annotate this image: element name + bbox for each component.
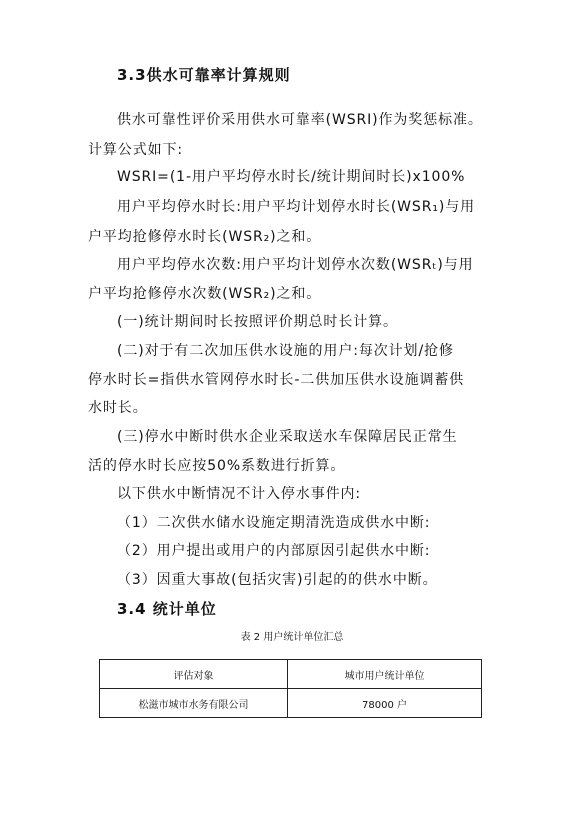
user-unit-table	[99, 659, 482, 718]
list-item: （1）二次供水储水设施定期清洗造成供水中断:	[117, 515, 431, 531]
paragraph-line: 以下供水中断情况不计入停水事件内:	[117, 486, 362, 502]
table-cell: 松滋市城市水务有限公司	[100, 689, 288, 718]
table-caption: 表 2 用户统计单位汇总	[240, 632, 344, 643]
paragraph-line: 水时长。	[88, 400, 148, 416]
section-heading-3-4: 3.4 统计单位	[117, 600, 217, 618]
paragraph-line: 用户平均停水次数:用户平均计划停水次数(WSRₜ)与用	[117, 257, 474, 273]
list-item: （2）用户提出或用户的内部原因引起供水中断:	[117, 543, 431, 559]
paragraph-line: 户平均抢修停水时长(WSR₂)之和。	[88, 229, 322, 245]
table-header-cell: 城市用户统计单位	[288, 660, 482, 689]
paragraph-line: (二)对于有二次加压供水设施的用户:每次计划/抢修	[117, 343, 454, 359]
table-header-row	[100, 660, 482, 689]
formula-line: WSRI=(1-用户平均停水时长/统计期间时长)x100%	[117, 169, 466, 185]
table-cell: 78000 户	[288, 689, 482, 718]
list-item: （3）因重大事故(包括灾害)引起的的供水中断。	[117, 572, 438, 588]
paragraph-line: (一)统计期间时长按照评价期总时长计算。	[117, 314, 398, 330]
paragraph-line: 计算公式如下:	[88, 142, 184, 158]
paragraph-line: (三)停水中断时供水企业采取送水车保障居民正常生	[117, 429, 458, 445]
table-header-cell: 评估对象	[100, 660, 288, 689]
paragraph-line: 停水时长=指供水管网停水时长-二供加压供水设施调蓄供	[88, 372, 465, 388]
paragraph-line: 活的停水时长应按50%系数进行折算。	[88, 458, 346, 474]
paragraph-line: 用户平均停水时长:用户平均计划停水时长(WSR₁)与用	[117, 199, 476, 215]
section-heading-3-3: 3.3供水可靠率计算规则	[117, 66, 291, 84]
table-row	[100, 689, 482, 718]
paragraph-line: 户平均抢修停水次数(WSR₂)之和。	[88, 286, 322, 302]
paragraph-line: 供水可靠性评价采用供水可靠率(WSRI)作为奖惩标准。	[117, 112, 483, 128]
